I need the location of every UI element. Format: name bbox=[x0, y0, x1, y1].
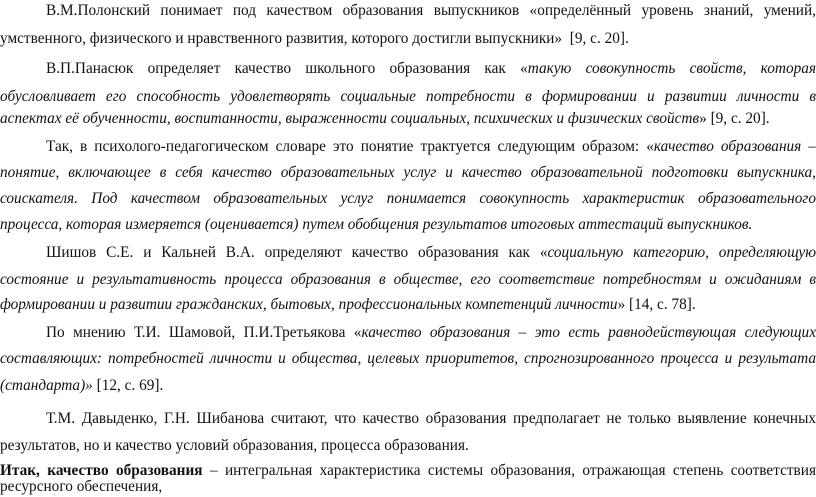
quote-span: формировании и развитии гражданских, бытовых, профессиональных компетенций личности bbox=[0, 296, 618, 313]
text-line bbox=[0, 189, 816, 209]
text-line bbox=[0, 137, 816, 157]
bold-term: Итак, качество образования bbox=[0, 462, 203, 479]
citation: [9, с. 20]. bbox=[569, 30, 629, 47]
quote-span: составляющих: потребностей личности и общества, целевых приоритетов, спрогнозированного процесса и результата bbox=[0, 350, 816, 367]
text-line bbox=[0, 349, 816, 369]
quote-span: качество образования – это есть равнодействующая следующих bbox=[361, 324, 816, 341]
text-line bbox=[0, 215, 816, 235]
text-span: Шишов С.Е. и Кальней В.А. определяют качество образования как « bbox=[46, 244, 548, 261]
text-line bbox=[0, 295, 816, 315]
quote-span: (стандарта)» bbox=[0, 377, 93, 394]
text-span: ресурсного обеспечения, bbox=[0, 478, 163, 495]
citation: [12, с. 69]. bbox=[92, 377, 164, 394]
text-line bbox=[0, 87, 816, 107]
text-line bbox=[0, 270, 816, 290]
quote-span: социальную категорию, определяющую bbox=[547, 244, 816, 261]
quote-span: такую совокупность свойств, которая bbox=[527, 60, 816, 77]
text-span: результатов, но и качество условий образования, процесса образования. bbox=[0, 437, 469, 454]
quote-span: соискателя. Под качеством образовательных услуг понимается совокупность характеристик образовательного bbox=[0, 190, 816, 207]
quote-span: состояние и результативность процесса образования в обществе, его соответствие потребностям и ожиданиям в bbox=[0, 271, 816, 288]
text-span: В.П.Панасюк определяет качество школьного образования как « bbox=[46, 60, 528, 77]
text-span: Так, в психолого-педагогическом словаре это понятие трактуется следующим образом: « bbox=[46, 138, 654, 155]
quote-span: обусловливает его способность удовлетворять социальные потребности в формировании и развитии личности в bbox=[0, 88, 816, 105]
quote-span: аспектах её обученности, воспитанности, выраженности социальных, психических и физических свойств bbox=[0, 110, 700, 127]
text-line bbox=[0, 436, 816, 456]
citation: » [9, с. 20]. bbox=[699, 110, 770, 127]
citation: » [14, с. 78]. bbox=[617, 296, 696, 313]
text-line bbox=[0, 59, 816, 79]
text-line bbox=[0, 243, 816, 263]
text-span: Т.М. Давыденко, Г.Н. Шибанова считают, что качество образования предполагает не только выявление конечных bbox=[46, 410, 816, 427]
text-line bbox=[0, 29, 816, 49]
quote-span: понятие, включающее в себя качество образовательных услуг и качество образовательной подготовки выпускника, bbox=[0, 164, 816, 181]
quote-span: процесса, которая измеряется (оценивается) путем обобщения результатов итоговых аттестаций выпускников. bbox=[0, 216, 753, 233]
text-line bbox=[0, 477, 816, 497]
text-span: – интегральная характеристика системы образования, отражающая степень соответствия bbox=[202, 462, 816, 479]
text-line bbox=[0, 1, 816, 21]
text-span: По мнению Т.И. Шамовой, П.И.Третьякова « bbox=[46, 324, 362, 341]
text-line bbox=[0, 409, 816, 429]
text-span: В.М.Полонский понимает под качеством образования выпускников «определённый уровень знаний, умений, bbox=[46, 2, 816, 19]
quote-span: качество образования – bbox=[653, 138, 816, 155]
text-line bbox=[0, 376, 816, 396]
text-line bbox=[0, 163, 816, 183]
text-line bbox=[0, 109, 816, 129]
text-span: умственного, физического и нравственного развития, которого достигли выпускники» bbox=[0, 30, 563, 47]
text-line bbox=[0, 323, 816, 343]
